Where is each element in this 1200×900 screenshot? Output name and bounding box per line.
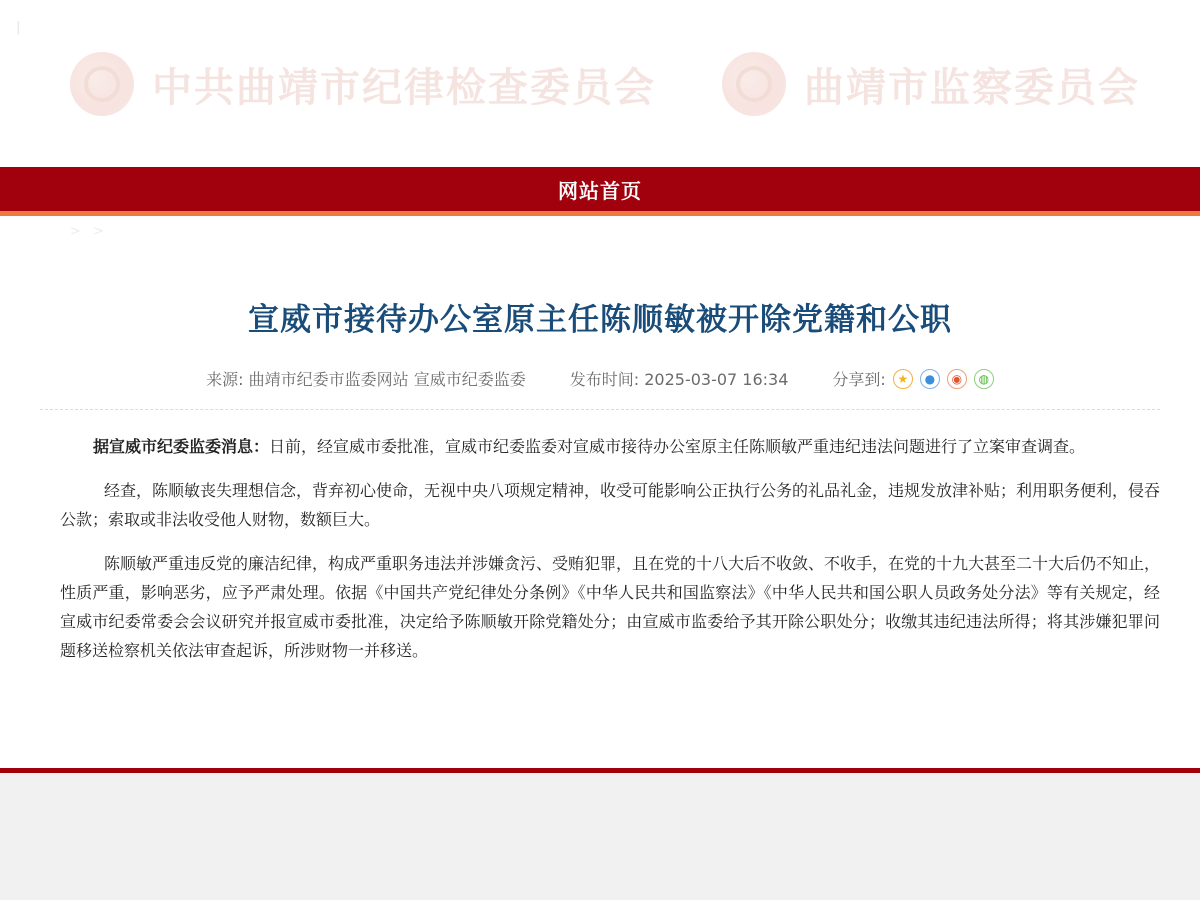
nav-home-link[interactable]: 网站首页 bbox=[558, 178, 642, 203]
national-emblem-icon bbox=[722, 52, 786, 116]
weibo-share-icon[interactable]: ◉ bbox=[947, 369, 967, 389]
breadcrumb-separator: > bbox=[92, 224, 104, 239]
qq-share-icon[interactable]: ● bbox=[920, 369, 940, 389]
top-link-separator: | bbox=[16, 20, 21, 35]
main-nav bbox=[0, 167, 1200, 211]
article-publish-time: 发布时间: 2025-03-07 16:34 bbox=[569, 370, 789, 389]
article-paragraph: 陈顺敏严重违反党的廉洁纪律，构成严重职务违法并涉嫌贪污、受贿犯罪，且在党的十八大后不收敛、不收手，在党的十九大甚至二十大后仍不知止，性质严重，影响恶劣，应予严肃处理。依据《中国共产党纪律处分条例》《中华人民共和国监察法》《中华人民共和国公职人员政务处分法》等有关规定，经宣威市纪委常委会会议研究并报宣威市委批准，决定给予陈顺敏开除党籍处分；由宣威市监委给予其开除公职处分；收缴其违纪违法所得；将其涉嫌犯罪问题移送检察机关依法审查起诉，所涉财物一并移送。 bbox=[60, 554, 1161, 660]
site-banner bbox=[0, 40, 1200, 130]
nav-accent-stripe bbox=[0, 211, 1200, 216]
breadcrumb-separator: > bbox=[70, 224, 81, 239]
party-emblem-icon bbox=[70, 52, 134, 116]
top-links bbox=[10, 20, 26, 35]
cdi-logo-text: 中共曲靖市纪律检查委员会 bbox=[152, 63, 656, 111]
qzone-share-icon[interactable]: ★ bbox=[893, 369, 913, 389]
lead-text: 日前，经宣威市委批准，宣威市纪委监委对宣威市接待办公室原主任陈顺敏严重违纪违法问题进行了立案审查调查。 bbox=[269, 437, 1086, 456]
breadcrumb bbox=[58, 224, 110, 239]
article-meta bbox=[0, 367, 1200, 390]
article-title: 宣威市接待办公室原主任陈顺敏被开除党籍和公职 bbox=[248, 302, 952, 338]
article-body bbox=[60, 432, 1160, 680]
article-source: 来源: 曲靖市纪委市监委网站 宣威市纪委监委 bbox=[206, 370, 526, 389]
page-footer bbox=[0, 773, 1200, 900]
supervision-logo-text: 曲靖市监察委员会 bbox=[804, 63, 1140, 111]
share-bar bbox=[832, 367, 993, 390]
share-label: 分享到: bbox=[832, 370, 886, 389]
meta-divider bbox=[40, 409, 1160, 410]
supervision-logo[interactable] bbox=[722, 48, 1140, 120]
lead-label: 据宣威市纪委监委消息： bbox=[93, 437, 270, 456]
article-lead-paragraph bbox=[60, 432, 1160, 461]
wechat-share-icon[interactable]: ◍ bbox=[974, 369, 994, 389]
cdi-logo[interactable] bbox=[70, 48, 656, 120]
article-paragraph: 经查，陈顺敏丧失理想信念，背弃初心使命，无视中央八项规定精神，收受可能影响公正执行公务的礼品礼金，违规发放津补贴；利用职务便利，侵吞公款；索取或非法收受他人财物，数额巨大。 bbox=[60, 481, 1161, 529]
